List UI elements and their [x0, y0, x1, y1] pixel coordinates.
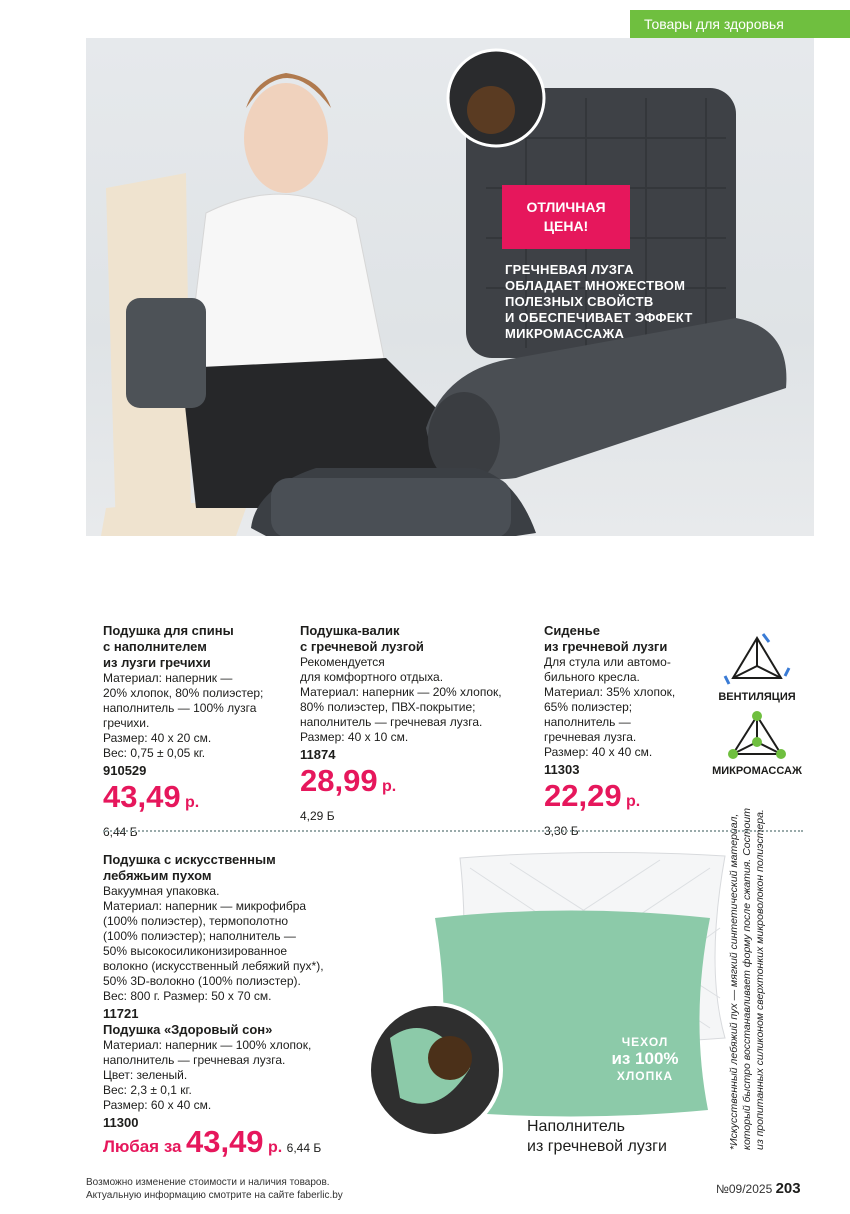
pillows-illustration: [360, 848, 730, 1138]
product-code: 11300: [103, 1115, 139, 1130]
any-price-prefix: Любая за: [103, 1137, 182, 1156]
side-note: *Искусственный лебяжий пух — мягкий синтетический материал, который быстро восстанавливает форму после сжатия. Состоит из пропитанных силиконом сверхтонких микроволокон полиэстера.: [728, 808, 766, 1150]
separator: [103, 830, 803, 832]
category-tab: Товары для здоровья: [630, 10, 850, 38]
any-price-currency: р.: [268, 1139, 283, 1156]
product-description: Вакуумная упаковка. Материал: наперник — микрофибра (100% полиэстер), термополотно (100% полиэстер); наполнитель — 50% высокосиликонизированное волокно (искусственный лебяжий пух*), 50% 3D-волокно (100% полиэстер). Вес: 800 г. Размер: 50 х 70 см.: [103, 884, 324, 1003]
product-title: Подушка «Здоровый сон»: [103, 1022, 273, 1037]
product-points: 3,30 Б: [544, 824, 579, 838]
feature-ventilation: [697, 630, 817, 703]
product-description: Материал: наперник — 20% хлопок, 80% полиэстер; наполнитель — 100% лузга гречихи. Размер: 40 х 20 см. Вес: 0,75 ± 0,05 кг.: [103, 671, 264, 760]
hero-claim-line: ГРЕЧНЕВАЯ ЛУЗГА: [505, 262, 634, 277]
great-price-badge: [502, 185, 630, 249]
badge-line-2: ЦЕНА!: [543, 218, 589, 234]
woman-face: [244, 83, 328, 193]
product-points: 6,44 Б: [103, 825, 138, 839]
product-title: Подушка с искусственным лебяжьим пухом: [103, 852, 276, 883]
issue-label: №09/2025: [716, 1182, 773, 1196]
any-price-value: 43,49: [185, 1124, 264, 1159]
hero-claim: [505, 262, 735, 342]
footer-note: Возможно изменение стоимости и наличия товаров. Актуальную информацию смотрите на сайте faberlic.by: [86, 1177, 343, 1201]
product-description: Рекомендуется для комфортного отдыха. Материал: наперник — 20% хлопок, 80% полиэстер, ПВХ-покрытие; наполнитель — гречневая лузга. Размер: 40 х 10 см.: [300, 655, 502, 744]
cover-label: ЧЕХОЛ из 100% ХЛОПКА: [611, 1035, 679, 1083]
issue-number: [716, 1180, 801, 1197]
woman-shirt: [186, 194, 386, 378]
product-code: 11721: [103, 1006, 139, 1021]
page-number: 203: [775, 1180, 801, 1197]
hero-claim-line: И ОБЕСПЕЧИВАЕТ ЭФФЕКТ: [505, 310, 693, 325]
product-price: 22,29 р.: [544, 778, 641, 813]
product-title: Сиденье из гречневой лузги: [544, 623, 668, 654]
product-code: 11303: [544, 762, 580, 777]
filler-caption: Наполнитель из гречневой лузги: [527, 1118, 667, 1155]
product-sleep-pillow: [103, 1022, 393, 1131]
product-seat-cushion: [544, 623, 714, 839]
back-cushion-photo: [126, 298, 206, 408]
any-price-points: 6,44 Б: [286, 1141, 322, 1155]
product-title: Подушка-валик с гречневой лузгой: [300, 623, 424, 654]
hero-claim-line: МИКРОМАССАЖА: [505, 326, 625, 341]
product-price: 43,49 р.: [103, 779, 200, 814]
product-code: 11874: [300, 747, 336, 762]
feature-label: МИКРОМАССАЖ: [712, 765, 802, 777]
product-points: 4,29 Б: [300, 809, 335, 823]
badge-line-1: ОТЛИЧНАЯ: [526, 199, 606, 215]
feature-micromassage: [697, 710, 817, 777]
product-title: Подушка для спины с наполнителем из лузги гречихи: [103, 623, 234, 670]
product-roll-cushion: [300, 623, 540, 824]
ventilation-icon: [697, 630, 817, 686]
product-description: Для стула или автомо- бильного кресла. Материал: 35% хлопок, 65% полиэстер; наполнитель — гречневая лузга. Размер: 40 х 40 см.: [544, 655, 676, 759]
product-back-cushion: [103, 623, 293, 840]
hero-claim-line: ПОЛЕЗНЫХ СВОЙСТВ: [505, 294, 654, 309]
hero-photo: [86, 38, 814, 536]
hero-claim-line: ОБЛАДАЕТ МНОЖЕСТВОМ: [505, 278, 686, 293]
micromassage-icon: [697, 710, 817, 760]
product-price: 28,99 р.: [300, 763, 397, 798]
any-price: [103, 1124, 321, 1160]
product-description: Материал: наперник — 100% хлопок, наполнитель — гречневая лузга. Цвет: зеленый. Вес: 2,3 ± 0,1 кг. Размер: 60 х 40 см.: [103, 1038, 312, 1112]
product-swan-pillow: [103, 852, 393, 1022]
product-code: 910529: [103, 763, 147, 778]
feature-label: ВЕНТИЛЯЦИЯ: [718, 691, 796, 703]
